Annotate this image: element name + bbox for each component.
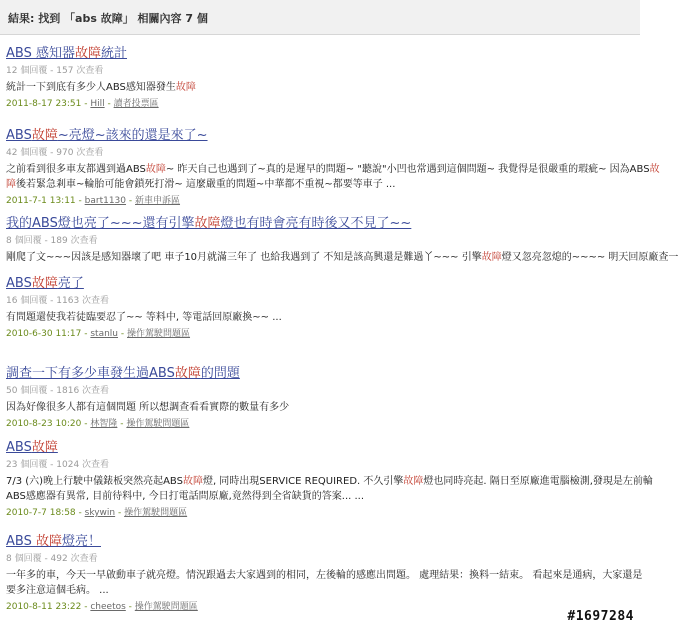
author-link[interactable]: skywin (84, 508, 116, 518)
snippet-text: 燈也同時亮起. 隔日至原廠進電腦檢測,發現是左前輪 (423, 476, 653, 487)
result-snippet (6, 400, 632, 415)
post-date: 2010-8-11 23:22 (6, 602, 82, 612)
title-keyword-highlight: 故障 (74, 46, 101, 61)
search-summary-text: 結果: 找到 「abs 故障」 相關內容 7 個 (8, 12, 208, 25)
forum-link[interactable]: 讀者投票區 (113, 99, 159, 109)
snippet-text: 統計一下到底有多少人ABS感知器發生 (6, 82, 176, 93)
title-text: ~亮燈~該來的還是來了~ (57, 128, 208, 143)
search-summary-bar (0, 0, 640, 35)
forum-link[interactable]: 新車申訴區 (135, 196, 181, 206)
separator: - (126, 196, 135, 206)
snippet-text: 要多注意這個毛病。 ... (6, 585, 109, 596)
result-snippet (6, 80, 632, 95)
separator: - (117, 419, 127, 429)
author-link[interactable]: cheetos (90, 602, 126, 612)
snippet-text: ~ 昨天自己也遇到了~真的是遲早的問題~ "聽說"小凹也常遇到這個問題~ 我覺得是很嚴重的瑕疵~ 因為ABS (165, 164, 650, 175)
result-snippet (6, 310, 632, 325)
result-snippet (6, 250, 678, 265)
result-snippet-line2 (6, 489, 632, 504)
title-text: 統計 (100, 46, 127, 61)
forum-link[interactable]: 操作駕駛問題區 (124, 508, 188, 518)
snippet-text: 之前看到很多車友都遇到過ABS (6, 164, 146, 175)
title-keyword-highlight: 故障 (194, 216, 221, 231)
separator: - (81, 419, 91, 429)
title-text: 燈亮！ (61, 534, 101, 549)
result-stats: 16 個回覆 - 1163 次查看 (6, 296, 110, 306)
title-text: 的問題 (200, 366, 240, 381)
separator: - (104, 99, 114, 109)
result-footer (6, 418, 632, 430)
result-item (6, 366, 632, 430)
result-title-link[interactable] (6, 276, 632, 292)
snippet-text: 燈又忽亮忽熄的~~~~ 明天回原廠查一 (501, 252, 678, 263)
title-text: ABS (6, 534, 36, 549)
snippet-text: 有問題還使我若徒臨要忍了~~ 等料中, 等電話回原廠換~~ ... (6, 312, 282, 323)
result-title-link[interactable] (6, 128, 632, 144)
title-keyword-highlight: 故障 (174, 366, 201, 381)
keyword-highlight: 故障 (175, 82, 196, 93)
result-snippet (6, 474, 653, 489)
title-keyword-highlight: 故障 (31, 440, 58, 455)
result-title-link[interactable] (6, 534, 632, 550)
keyword-highlight: 故 (649, 164, 660, 175)
author-link[interactable]: bart1130 (84, 196, 127, 206)
post-date: 2010-8-23 10:20 (6, 419, 82, 429)
result-item (6, 440, 653, 519)
snippet-text: 後若緊急剎車~輪胎可能會鎖死打滑~ 這麼嚴重的問題~中華都不重視~都要等車子 ... (16, 179, 396, 190)
separator: - (125, 602, 135, 612)
snippet-text: 7/3 (六)晚上行駛中儀錶板突然亮起ABS (6, 476, 183, 487)
separator: - (118, 329, 127, 339)
separator: - (81, 602, 91, 612)
title-text: ABS (6, 128, 32, 143)
result-stats: 12 個回覆 - 157 次查看 (6, 66, 104, 76)
title-text: 調查一下有多少車發生過ABS (6, 366, 175, 381)
title-text: ABS (6, 440, 32, 455)
author-link[interactable]: stanlu (90, 329, 119, 339)
title-keyword-highlight: 故障 (31, 128, 58, 143)
title-text: ABS 感知器 (6, 46, 75, 61)
result-footer (6, 601, 632, 613)
keyword-highlight: 障 (6, 179, 16, 190)
snippet-text: 一年多的車，今天一早啟動車子就亮燈。情況跟過去大家遇到的相同，左後輪的感應出問題。 處理結果：換料一結束。 看起來是通病，大家還是 (6, 570, 643, 581)
post-date: 2011-8-17 23:51 (6, 99, 82, 109)
result-stats: 50 個回覆 - 1816 次查看 (6, 386, 110, 396)
result-item (6, 46, 632, 110)
keyword-highlight: 故障 (403, 476, 424, 487)
separator: - (75, 508, 85, 518)
result-title-link[interactable] (6, 440, 632, 456)
result-stats: 23 個回覆 - 1024 次查看 (6, 460, 110, 470)
forum-link[interactable]: 操作駕駛問題區 (126, 419, 190, 429)
result-footer (6, 507, 632, 519)
result-stats: 8 個回覆 - 189 次查看 (6, 236, 98, 246)
post-date: 2010-6-30 11:17 (6, 329, 82, 339)
forum-link[interactable]: 操作駕駛問題區 (127, 329, 191, 339)
title-text: ABS (6, 276, 32, 291)
result-item (6, 534, 643, 613)
snippet-text: 剛爬了文~~~因該是感知器壞了吧 車子10月就滿三年了 也給我遇到了 不知是該高興還是難過丫~~~ 引擎 (6, 252, 482, 263)
result-snippet (6, 162, 660, 177)
result-item (6, 128, 660, 207)
snippet-text: 燈, 同時出現SERVICE REQUIRED. 不久引擎 (202, 476, 404, 487)
keyword-highlight: 故障 (481, 252, 502, 263)
title-text: 燈也有時會亮有時後又不見了~~ (220, 216, 412, 231)
author-link[interactable]: 林智隆 (90, 419, 118, 429)
keyword-highlight: 故障 (182, 476, 203, 487)
snippet-text: 因為好像很多人都有這個問題 所以想調查看看實際的數量有多少 (6, 402, 290, 413)
forum-link[interactable]: 操作駕駛問題區 (134, 602, 198, 612)
result-title-link[interactable] (6, 366, 632, 382)
separator: - (81, 329, 91, 339)
result-item (6, 216, 678, 265)
result-snippet (6, 568, 643, 583)
separator: - (75, 196, 85, 206)
post-date: 2011-7-1 13:11 (6, 196, 76, 206)
title-keyword-highlight: 故障 (31, 276, 58, 291)
result-footer (6, 328, 632, 340)
result-snippet-line2 (6, 583, 632, 598)
separator: - (115, 508, 125, 518)
author-link[interactable]: Hill (90, 99, 105, 109)
result-stats: 8 個回覆 - 492 次查看 (6, 554, 98, 564)
separator: - (81, 99, 91, 109)
title-text: 我的ABS燈也亮了~~~還有引擎 (6, 216, 195, 231)
snippet-text: ABS感應器有異常, 目前待料中, 今日打電話問原廠,竟然得到全省缺貨的答案... ... (6, 491, 365, 502)
result-footer (6, 98, 632, 110)
watermark-id: #1697284 (567, 609, 634, 624)
post-date: 2010-7-7 18:58 (6, 508, 76, 518)
result-snippet-line2 (6, 177, 632, 192)
title-keyword-highlight: 故障 (35, 534, 62, 549)
title-text: 亮了 (57, 276, 84, 291)
keyword-highlight: 故障 (145, 164, 166, 175)
result-title-link[interactable] (6, 216, 632, 232)
result-stats: 42 個回覆 - 970 次查看 (6, 148, 104, 158)
result-item (6, 276, 632, 340)
result-footer (6, 195, 632, 207)
result-title-link[interactable] (6, 46, 632, 62)
